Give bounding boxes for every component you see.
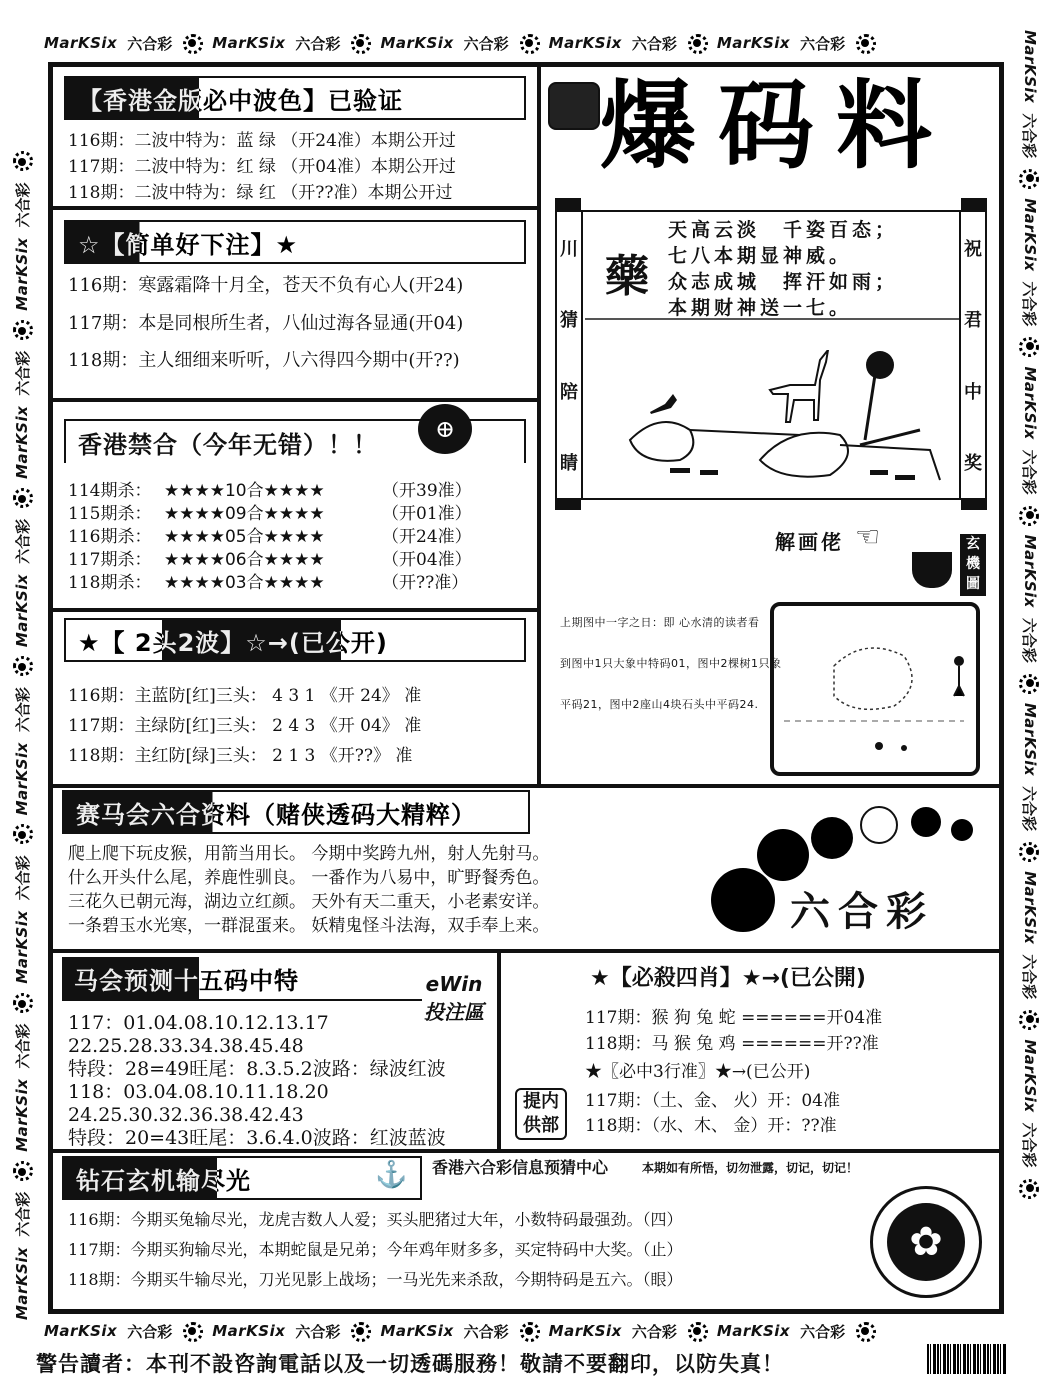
kill-four-row: 117期：猴 狗 兔 蛇 ======开04准 bbox=[585, 1008, 883, 1028]
fifteen-codes-row: 117：01.04.08.10.12.13.17 bbox=[68, 1012, 329, 1034]
combo-value: ★★★★05合★★★★ bbox=[164, 527, 325, 547]
scroll-rod bbox=[961, 498, 987, 510]
internal-stamp bbox=[515, 1088, 567, 1140]
flower-icon bbox=[12, 321, 32, 341]
scroll-char: 睛 bbox=[560, 453, 578, 475]
easy-bet-row: 117期：本是同根所生者，八仙过海各显通(开04) bbox=[68, 313, 464, 334]
flower-icon bbox=[182, 1321, 202, 1341]
horse-club-title-text: 赛马会六合资料（赌侠透码大精粹） bbox=[76, 800, 476, 829]
period-label: 118期杀： bbox=[68, 573, 152, 593]
scroll-char: 奖 bbox=[964, 453, 982, 475]
scroll-char: 陪 bbox=[560, 381, 578, 403]
logo-ball bbox=[911, 807, 941, 837]
logo-ball bbox=[860, 806, 898, 844]
marksix-brand: MarKSix bbox=[548, 34, 622, 52]
three-elements-row: 117期：（土、金、 火）开：04准 bbox=[585, 1091, 840, 1111]
lhc-logo-text: 六合彩 bbox=[790, 888, 934, 935]
hint-line: 平码21，图中2座山4块石头中平码24. bbox=[560, 698, 759, 711]
liuhecai-brand: 六合彩 bbox=[1020, 281, 1039, 327]
forbidden-combo-row bbox=[68, 529, 472, 546]
liuhecai-brand: 六合彩 bbox=[800, 34, 846, 53]
wave-color-row: 117期：二波中特为：红 绿 （开04准）本期公开过 bbox=[68, 157, 456, 177]
liuhecai-brand: 六合彩 bbox=[13, 1023, 32, 1069]
marksix-brand: MarKSix bbox=[1021, 198, 1039, 272]
poem-line: 本期财神送一七。 bbox=[668, 297, 853, 319]
flower-icon bbox=[350, 1321, 370, 1341]
flower-icon bbox=[12, 1162, 32, 1182]
marksix-brand: MarKSix bbox=[1021, 1039, 1039, 1113]
period-label: 115期杀： bbox=[68, 504, 152, 524]
two-heads-row: 116期：主蓝防[红]三头： 4 3 1 《开 24》 准 bbox=[68, 686, 422, 706]
liuhecai-brand: 六合彩 bbox=[295, 1322, 341, 1341]
wave-color-row: 118期：二波中特为：绿 红 （开??准）本期公开过 bbox=[68, 183, 453, 203]
flower-icon bbox=[855, 33, 875, 53]
top-border-strip bbox=[0, 28, 1053, 58]
marksix-brand: MarKSix bbox=[13, 1078, 31, 1152]
scroll-right-text bbox=[959, 212, 985, 498]
anchor-symbol-icon: ⚓ bbox=[375, 1160, 408, 1190]
barcode bbox=[927, 1344, 1007, 1374]
forbidden-combo-row bbox=[68, 483, 472, 500]
flower-icon bbox=[687, 33, 707, 53]
period-label: 114期杀： bbox=[68, 481, 152, 501]
combo-result: （开39准） bbox=[382, 481, 472, 501]
logo-ball bbox=[951, 819, 973, 841]
two-heads-title bbox=[64, 618, 526, 662]
logo-ball bbox=[711, 868, 775, 932]
marksix-brand: MarKSix bbox=[44, 34, 118, 52]
combo-value: ★★★★06合★★★★ bbox=[164, 550, 325, 570]
scroll-char: 中 bbox=[964, 381, 982, 403]
marksix-brand: MarKSix bbox=[13, 910, 31, 984]
liuhecai-brand: 六合彩 bbox=[1020, 1122, 1039, 1168]
scroll-rod bbox=[555, 498, 581, 510]
hint-line: 到图中1只大象中特码01，图中2棵树1只象 bbox=[560, 657, 782, 670]
marksix-brand: MarKSix bbox=[13, 405, 31, 479]
combo-result: （开??准） bbox=[382, 573, 469, 593]
liuhecai-brand: 六合彩 bbox=[800, 1322, 846, 1341]
flower-icon bbox=[182, 33, 202, 53]
poem-divider bbox=[585, 318, 959, 320]
flower-icon bbox=[855, 1321, 875, 1341]
flower-icon bbox=[12, 657, 32, 677]
easy-bet-row: 116期：寒露霜降十月全，苍天不负有心人(开24) bbox=[68, 275, 464, 296]
three-elements-title: ★〖必中3行准〗★→(已公开) bbox=[585, 1062, 811, 1082]
poem-line: 七八本期显神威。 bbox=[668, 245, 853, 267]
forbidden-combo-row bbox=[68, 575, 468, 592]
scroll-char: 川 bbox=[560, 238, 578, 260]
liuhecai-brand: 六合彩 bbox=[13, 1191, 32, 1237]
marksix-brand: MarKSix bbox=[1021, 534, 1039, 608]
flower-icon bbox=[12, 825, 32, 845]
combo-value: ★★★★03合★★★★ bbox=[164, 573, 325, 593]
liuhecai-brand: 六合彩 bbox=[631, 1322, 677, 1341]
flower-icon bbox=[687, 1321, 707, 1341]
xuanji-label bbox=[960, 534, 986, 596]
scroll-char: 猜 bbox=[560, 310, 578, 332]
flower-icon bbox=[350, 33, 370, 53]
flower-icon bbox=[1020, 1009, 1040, 1029]
jiehua-label: 解画佬 bbox=[775, 530, 844, 554]
combo-result: （开24准） bbox=[382, 527, 472, 547]
marksix-brand: MarKSix bbox=[380, 34, 454, 52]
hint-line: 上期图中一字之日：即 心水清的读者看 bbox=[560, 616, 760, 629]
fifteen-codes-row: 特段：20=43旺尾：3.6.4.0波路：红波蓝波 bbox=[68, 1127, 446, 1149]
ewin-badge-text: eWin 投注區 bbox=[424, 972, 484, 1024]
xuanji-char: 玄 bbox=[966, 536, 980, 552]
period-label: 116期杀： bbox=[68, 527, 152, 547]
easy-bet-title-text: ☆【简单好下注】★ bbox=[78, 230, 299, 259]
liuhecai-brand: 六合彩 bbox=[1020, 617, 1039, 663]
liuhecai-brand: 六合彩 bbox=[631, 34, 677, 53]
marksix-brand: MarKSix bbox=[13, 237, 31, 311]
left-border-strip bbox=[2, 30, 42, 1320]
marksix-brand: MarKSix bbox=[1021, 366, 1039, 440]
forbidden-combo-title-text: 香港禁合（今年无错）！！ bbox=[78, 430, 378, 459]
marksix-brand: MarKSix bbox=[716, 1322, 791, 1340]
poem-seal-char: 藥 bbox=[605, 251, 649, 302]
flower-icon bbox=[1020, 336, 1040, 356]
xuanji-char: 圖 bbox=[966, 576, 980, 592]
flower-icon bbox=[12, 994, 32, 1014]
horse-club-row: 三花久已朝元海，湖边立红颜。 天外有天二重天，小老素安详。 bbox=[68, 892, 550, 912]
flower-icon bbox=[1020, 168, 1040, 188]
fifteen-codes-row: 特段：28=49旺尾：8.3.5.2波路：绿波红波 bbox=[68, 1058, 446, 1080]
diamond-title-text: 钻石玄机输尽光 bbox=[76, 1166, 251, 1195]
liuhecai-brand: 六合彩 bbox=[13, 182, 32, 228]
scroll-char: 祝 bbox=[964, 238, 982, 260]
liuhecai-brand: 六合彩 bbox=[13, 855, 32, 901]
period-label: 117期杀： bbox=[68, 550, 152, 570]
diamond-title bbox=[62, 1156, 422, 1200]
forbidden-combo-row bbox=[68, 506, 472, 523]
kill-four-title: ★【必殺四肖】★→(已公開) bbox=[590, 966, 866, 991]
mascot-icon bbox=[548, 82, 600, 130]
three-elements-row: 118期：（水、木、 金）开：??准 bbox=[585, 1116, 837, 1136]
bottom-border-strip bbox=[0, 1316, 1053, 1346]
marksix-brand: MarKSix bbox=[548, 1322, 622, 1340]
fifteen-codes-title bbox=[62, 957, 422, 1001]
horse-club-row: 一条碧玉水光寒，一群混蛋来。 妖精鬼怪斗法海，双手奉上来。 bbox=[68, 916, 550, 936]
warning-text: 警告讀者：本刊不設咨詢電話以及一切透碼服務！敬請不要翻印，以防失真！ bbox=[36, 1352, 784, 1376]
liuhecai-brand: 六合彩 bbox=[127, 34, 173, 53]
mystery-picture bbox=[770, 602, 980, 776]
combo-value: ★★★★09合★★★★ bbox=[164, 504, 325, 524]
stamp-line: 供部 bbox=[523, 1115, 559, 1136]
fifteen-codes-title-text: 马会预测十五码中特 bbox=[74, 966, 299, 995]
combo-result: （开04准） bbox=[382, 550, 472, 570]
fifteen-codes-row: 22.25.28.33.34.38.45.48 bbox=[68, 1035, 304, 1057]
pointing-hand-icon: ☜ bbox=[855, 520, 881, 553]
scroll-rod bbox=[961, 198, 987, 210]
marksix-brand: MarKSix bbox=[1021, 30, 1039, 104]
fifteen-codes-row: 24.25.30.32.36.38.42.43 bbox=[68, 1104, 304, 1126]
marksix-brand: MarKSix bbox=[1021, 702, 1039, 777]
combo-result: （开01准） bbox=[382, 504, 472, 524]
flower-icon bbox=[519, 1321, 539, 1341]
liuhecai-brand: 六合彩 bbox=[127, 1322, 173, 1341]
easy-bet-row: 118期：主人细细来听听，八六得四今期中(开??) bbox=[68, 350, 460, 371]
logo-ball bbox=[757, 829, 809, 881]
forbidden-combo-row bbox=[68, 552, 472, 569]
wave-color-title bbox=[64, 76, 526, 120]
liuhecai-brand: 六合彩 bbox=[1020, 113, 1039, 159]
masthead-title: 爆码料 bbox=[600, 69, 954, 182]
liuhecai-brand: 六合彩 bbox=[1020, 449, 1039, 495]
liuhecai-brand: 六合彩 bbox=[13, 350, 32, 396]
xuanji-char: 機 bbox=[966, 556, 980, 572]
logo-ball bbox=[811, 817, 853, 859]
scroll-char: 君 bbox=[964, 310, 982, 332]
liuhecai-brand: 六合彩 bbox=[463, 1322, 509, 1341]
diamond-row: 116期：今期买兔输尽光，龙虎吉数人人爱；买头肥猪过大年，小数特码最强劲。（四） bbox=[68, 1210, 683, 1229]
marksix-brand: MarKSix bbox=[13, 1246, 31, 1320]
marksix-brand: MarKSix bbox=[44, 1322, 118, 1340]
horse-club-title bbox=[62, 790, 530, 834]
horse-club-row: 爬上爬下玩皮猴，用箭当用长。 今期中奖跨九州，射人先射马。 bbox=[68, 844, 550, 864]
easy-bet-title bbox=[64, 220, 526, 264]
flower-icon bbox=[1020, 505, 1040, 525]
flower-icon bbox=[1020, 841, 1040, 861]
two-heads-title-text: ★【 2头2波】☆→(已公开) bbox=[78, 628, 388, 657]
pot-icon bbox=[912, 552, 952, 588]
flower-icon bbox=[12, 152, 32, 172]
info-center-note: 本期如有所悟，切勿泄露，切记，切记！ bbox=[642, 1161, 859, 1175]
liuhecai-brand: 六合彩 bbox=[295, 34, 341, 53]
kill-four-row: 118期：马 猴 兔 鸡 ======开??准 bbox=[585, 1034, 879, 1054]
liuhecai-brand: 六合彩 bbox=[1020, 954, 1039, 1000]
scroll-rod bbox=[555, 198, 581, 210]
marksix-brand: MarKSix bbox=[13, 573, 31, 648]
flower-icon bbox=[12, 489, 32, 509]
liuhecai-brand: 六合彩 bbox=[13, 518, 32, 564]
poem-line: 众志成城 挥汗如雨； bbox=[668, 271, 899, 293]
info-center-name: 香港六合彩信息预猜中心 bbox=[432, 1158, 609, 1177]
flower-icon bbox=[519, 33, 539, 53]
marksix-brand: MarKSix bbox=[212, 1322, 286, 1340]
bauhinia-emblem bbox=[870, 1186, 982, 1298]
stamp-line: 提内 bbox=[523, 1091, 559, 1112]
poem-line: 天高云淡 千姿百态； bbox=[668, 219, 899, 241]
combo-value: ★★★★10合★★★★ bbox=[164, 481, 325, 501]
bauhinia-icon: ✿ bbox=[887, 1203, 965, 1281]
fifteen-codes-row: 118：03.04.08.10.11.18.20 bbox=[68, 1081, 329, 1103]
marksix-brand: MarKSix bbox=[1021, 871, 1039, 945]
marksix-brand: MarKSix bbox=[13, 742, 31, 816]
two-heads-row: 118期：主红防[绿]三头： 2 1 3 《开??》 准 bbox=[68, 746, 413, 766]
wave-color-row: 116期：二波中特为：蓝 绿 （开24准）本期公开过 bbox=[68, 131, 456, 151]
marksix-brand: MarKSix bbox=[212, 34, 286, 52]
marksix-brand: MarKSix bbox=[716, 34, 791, 52]
right-border-strip bbox=[1010, 30, 1050, 1320]
liuhecai-brand: 六合彩 bbox=[463, 34, 509, 53]
ewin-logo bbox=[420, 960, 488, 1024]
goat-illustration bbox=[620, 350, 950, 490]
horse-club-row: 什么开头什么尾，养鹿性驯良。 一番作为八易中，旷野餐秀色。 bbox=[68, 868, 550, 888]
marksix-brand: MarKSix bbox=[380, 1322, 454, 1340]
flower-icon bbox=[1020, 1178, 1040, 1198]
liuhecai-brand: 六合彩 bbox=[1020, 786, 1039, 832]
flower-icon bbox=[1020, 673, 1040, 693]
diamond-row: 118期：今期买牛输尽光，刀光见影上战场；一马光先来杀敌，今期特码是五六。（眼） bbox=[68, 1270, 683, 1289]
wave-color-title-text: 【香港金版必中波色】已验证 bbox=[78, 86, 403, 115]
liuhecai-brand: 六合彩 bbox=[13, 687, 32, 733]
two-heads-row: 117期：主绿防[红]三头： 2 4 3 《开 04》 准 bbox=[68, 716, 422, 736]
bagua-icon: ⊕ bbox=[418, 404, 472, 454]
scroll-left-text bbox=[557, 212, 583, 498]
diamond-row: 117期：今期买狗输尽光，本期蛇鼠是兄弟；今年鸡年财多多，买定特码中大奖。（止） bbox=[68, 1240, 683, 1259]
